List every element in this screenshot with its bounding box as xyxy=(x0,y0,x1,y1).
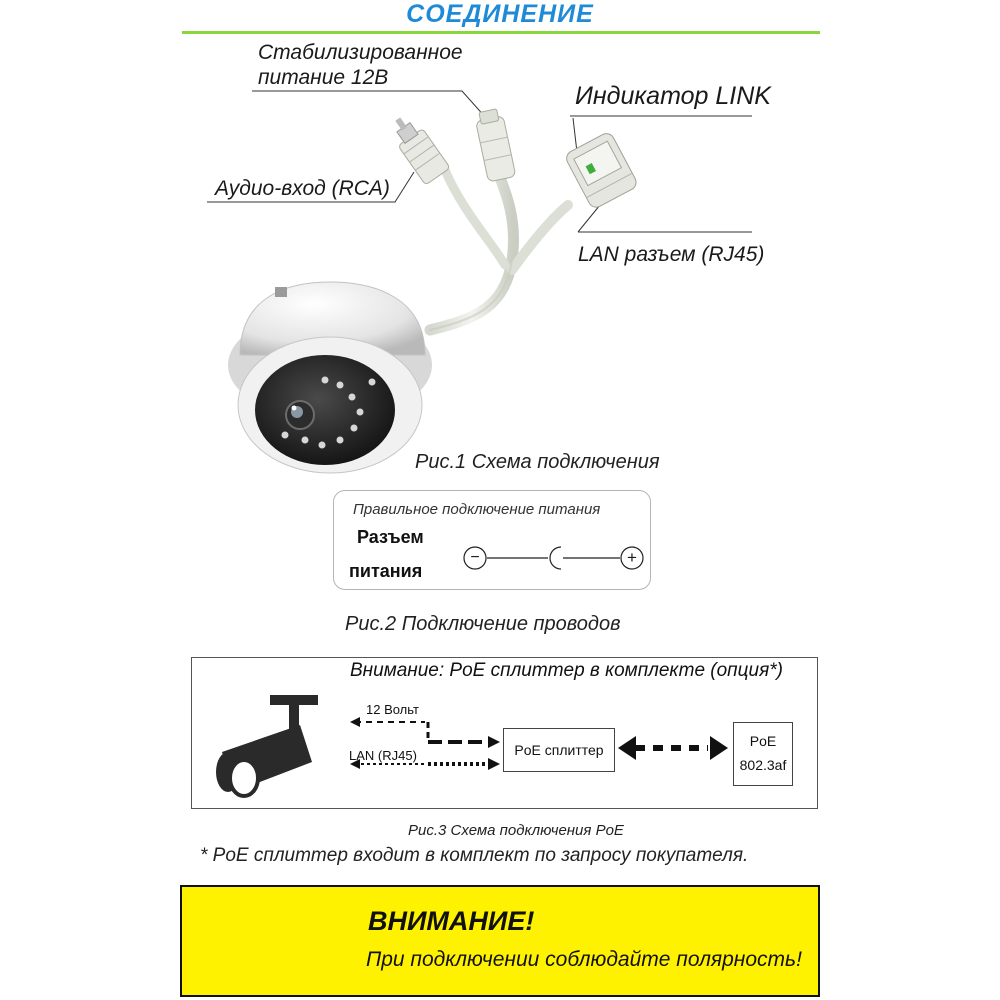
warning-text: При подключении соблюдайте полярность! xyxy=(366,948,802,971)
plus-sign: + xyxy=(627,548,637,567)
callout-power-line2: питание 12В xyxy=(258,66,389,89)
power-connector-label-line1: Разъем xyxy=(357,527,424,547)
poe-source-line1: PoE xyxy=(749,733,777,749)
label-lan-rj45: LAN (RJ45) xyxy=(349,748,417,763)
poe-splitter-box: PoE сплиттер xyxy=(503,728,615,772)
polarity-warning-box xyxy=(180,885,820,997)
fig2-heading: Правильное подключение питания xyxy=(353,501,601,518)
fig3-heading: Внимание: PoE сплиттер в комплекте (опция*) xyxy=(350,660,783,681)
label-12-volt: 12 Вольт xyxy=(366,702,419,717)
rj45-connector xyxy=(564,131,639,210)
warning-title: ВНИМАНИЕ! xyxy=(368,906,535,936)
fig3-caption: Рис.3 Схема подключения PoE xyxy=(408,822,624,839)
section-title: СОЕДИНЕНИЕ xyxy=(406,0,594,28)
power-connector-label-line2: питания xyxy=(349,561,423,581)
callout-audio-input: Аудио-вход (RCA) xyxy=(215,177,390,200)
poe-source-box xyxy=(733,722,793,786)
dome-camera-icon xyxy=(228,282,432,473)
callout-link-indicator: Индикатор LINK xyxy=(575,82,771,110)
minus-sign: − xyxy=(470,549,480,566)
poe-footnote: * PoE сплиттер входит в комплект по запросу покупателя. xyxy=(200,845,749,866)
callout-lan-connector: LAN разъем (RJ45) xyxy=(578,243,765,266)
rca-connector xyxy=(385,111,450,186)
fig1-caption: Рис.1 Схема подключения xyxy=(415,451,660,473)
callout-power-line1: Стабилизированное xyxy=(258,41,463,64)
cables xyxy=(430,170,568,330)
dc-power-jack xyxy=(474,108,516,182)
poe-source-line2: 802.3af xyxy=(739,757,787,773)
fig2-caption: Рис.2 Подключение проводов xyxy=(345,613,621,635)
